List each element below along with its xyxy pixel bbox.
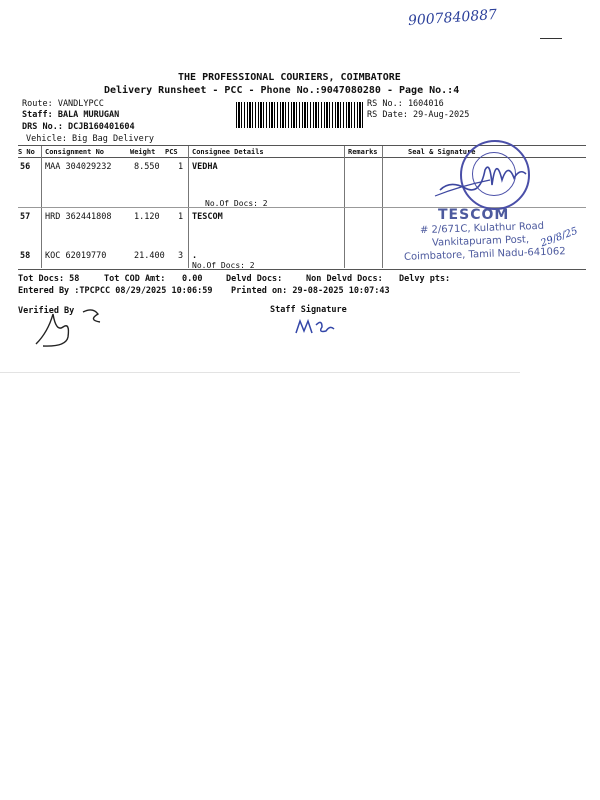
handwritten-number: 9007840887 bbox=[407, 6, 498, 30]
row-consignee: . bbox=[192, 251, 198, 261]
verified-by-label: Verified By bbox=[18, 306, 75, 316]
runsheet-subtitle: Delivery Runsheet - PCC - Phone No.:9047080280 - Page No.:4 bbox=[104, 85, 460, 96]
printed-on: Printed on: 29-08-2025 10:07:43 bbox=[231, 286, 390, 296]
non-delvd-docs: Non Delvd Docs: bbox=[306, 274, 383, 284]
row-consignee: TESCOM bbox=[192, 212, 223, 222]
company-title: THE PROFESSIONAL COURIERS, COIMBATORE bbox=[178, 72, 401, 83]
header-consignment: Consignment No bbox=[45, 148, 105, 156]
header-remarks: Remarks bbox=[348, 148, 378, 156]
tescom-stamp-line: # 2/671C, Kulathur Road bbox=[419, 220, 545, 237]
tot-docs: Tot Docs: 58 bbox=[18, 274, 80, 284]
handwritten-date: 29/8/25 bbox=[539, 225, 580, 250]
header-seal: Seal & Signature bbox=[408, 148, 476, 156]
row-weight: 8.550 bbox=[134, 162, 160, 172]
row-pcs: 1 bbox=[178, 162, 184, 172]
scan-artifact-line bbox=[0, 372, 520, 373]
tescom-stamp-line: Coimbatore, Tamil Nadu-641062 bbox=[403, 246, 566, 263]
tot-cod-value: 0.00 bbox=[182, 274, 203, 284]
staff-text: Staff: BALA MURUGAN bbox=[22, 110, 120, 120]
delvd-docs: Delvd Docs: bbox=[226, 274, 283, 284]
header-weight: Weight bbox=[130, 148, 156, 156]
row-pcs: 3 bbox=[178, 251, 184, 261]
row-weight: 21.400 bbox=[134, 251, 165, 261]
rs-number: RS No.: 1604016 bbox=[367, 99, 444, 109]
staff-signature bbox=[292, 315, 342, 337]
row-sno: 56 bbox=[20, 162, 31, 172]
tot-cod-label: Tot COD Amt: bbox=[104, 274, 166, 284]
entered-by: Entered By :TPCPCC 08/29/2025 10:06:59 bbox=[18, 286, 213, 296]
row-sno: 57 bbox=[20, 212, 31, 222]
header-pcs: PCS bbox=[165, 148, 178, 156]
drs-text: DRS No.: DCJB160401604 bbox=[22, 122, 135, 132]
tescom-stamp-line: Vankitapuram Post, bbox=[431, 234, 530, 249]
row-consignee: VEDHA bbox=[192, 162, 218, 172]
table-bottom-rule bbox=[18, 269, 586, 270]
rs-date: RS Date: 29-Aug-2025 bbox=[367, 110, 470, 120]
row-consignment: KOC 62019770 bbox=[45, 251, 107, 261]
header-consignee: Consignee Details bbox=[192, 148, 264, 156]
barcode bbox=[236, 102, 364, 128]
row-docs: No.Of Docs: 2 bbox=[205, 199, 268, 208]
staff-signature-label: Staff Signature bbox=[270, 305, 347, 315]
row-weight: 1.120 bbox=[134, 212, 160, 222]
header-sno: S No bbox=[18, 148, 35, 156]
row-consignment: HRD 362441808 bbox=[45, 212, 112, 222]
verified-signature bbox=[28, 302, 108, 352]
delvy-pts: Delvy pts: bbox=[399, 274, 451, 284]
signature-scribble bbox=[430, 150, 540, 210]
row-docs: No.Of Docs: 2 bbox=[192, 261, 255, 270]
tescom-stamp-name: TESCOM bbox=[438, 207, 510, 223]
row-consignment: MAA 304029232 bbox=[45, 162, 112, 172]
vehicle-text: Vehicle: Big Bag Delivery bbox=[26, 134, 154, 144]
row-pcs: 1 bbox=[178, 212, 184, 222]
row-sno: 58 bbox=[20, 251, 31, 261]
route-text: Route: VANDLYPCC bbox=[22, 99, 104, 109]
pen-mark bbox=[540, 38, 562, 39]
